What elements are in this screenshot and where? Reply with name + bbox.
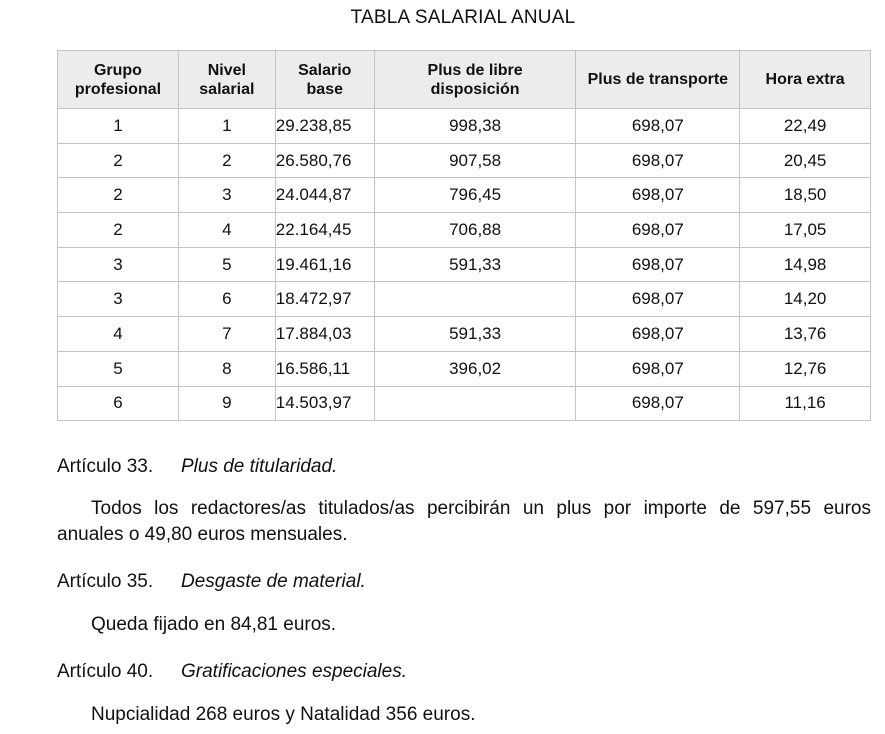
salario-base-cell: 26.580,76 (275, 143, 374, 178)
grupo-profesional-cell: 2 (58, 178, 179, 213)
hora-extra-cell: 14,20 (740, 282, 871, 317)
article-40-text: Nupcialidad 268 euros y Natalidad 356 euros. (91, 704, 476, 725)
header-nivel-salarial: Nivel salarial (178, 51, 275, 109)
paragraph-line: Todos los redactores/as titulados/as percibirán un plus por importe de 597,55 euros (91, 498, 871, 519)
grupo-profesional-cell: 3 (58, 247, 179, 282)
table-row (58, 213, 871, 248)
nivel-salarial-cell: 7 (178, 317, 275, 352)
plus-transporte-cell: 698,07 (576, 317, 740, 352)
grupo-profesional-cell: 2 (58, 213, 179, 248)
article-number: Artículo 35. (57, 571, 154, 592)
hora-extra-cell: 18,50 (740, 178, 871, 213)
nivel-salarial-cell: 8 (178, 351, 275, 386)
table-row (58, 247, 871, 282)
plus-transporte-cell: 698,07 (576, 351, 740, 386)
article-number: Artículo 40. (57, 661, 154, 682)
plus-libre-disposicion-cell (374, 282, 576, 317)
table-row (58, 351, 871, 386)
grupo-profesional-cell: 5 (58, 351, 179, 386)
article-number: Artículo 33. (57, 456, 154, 477)
nivel-salarial-cell: 9 (178, 386, 275, 421)
table-row (58, 317, 871, 352)
header-plus-transporte: Plus de transporte (576, 51, 740, 109)
header-grupo-profesional: Grupo profesional (58, 51, 179, 109)
article-title: Gratificaciones especiales. (181, 661, 407, 682)
header-hora-extra: Hora extra (740, 51, 871, 109)
grupo-profesional-cell: 2 (58, 143, 179, 178)
table-row (58, 178, 871, 213)
table-row (58, 143, 871, 178)
nivel-salarial-cell: 3 (178, 178, 275, 213)
hora-extra-cell: 12,76 (740, 351, 871, 386)
grupo-profesional-cell: 4 (58, 317, 179, 352)
plus-libre-disposicion-cell: 907,58 (374, 143, 576, 178)
table-header-row (58, 51, 871, 109)
article-33-text (57, 496, 871, 548)
salary-table (57, 50, 871, 421)
header-plus-libre-disposicion: Plus de libre disposición (374, 51, 576, 109)
grupo-profesional-cell: 3 (58, 282, 179, 317)
nivel-salarial-cell: 1 (178, 109, 275, 144)
nivel-salarial-cell: 6 (178, 282, 275, 317)
plus-libre-disposicion-cell: 591,33 (374, 317, 576, 352)
plus-libre-disposicion-cell: 396,02 (374, 351, 576, 386)
salario-base-cell: 19.461,16 (275, 247, 374, 282)
plus-libre-disposicion-cell: 706,88 (374, 213, 576, 248)
plus-transporte-cell: 698,07 (576, 109, 740, 144)
table-row (58, 109, 871, 144)
plus-transporte-cell: 698,07 (576, 247, 740, 282)
hora-extra-cell: 22,49 (740, 109, 871, 144)
article-35-heading (57, 571, 366, 593)
nivel-salarial-cell: 4 (178, 213, 275, 248)
grupo-profesional-cell: 1 (58, 109, 179, 144)
salario-base-cell: 16.586,11 (275, 351, 374, 386)
salario-base-cell: 14.503,97 (275, 386, 374, 421)
table-row (58, 282, 871, 317)
plus-libre-disposicion-cell: 796,45 (374, 178, 576, 213)
article-title: Plus de titularidad. (181, 456, 338, 477)
plus-transporte-cell: 698,07 (576, 282, 740, 317)
article-title: Desgaste de material. (181, 571, 366, 592)
plus-transporte-cell: 698,07 (576, 213, 740, 248)
salario-base-cell: 29.238,85 (275, 109, 374, 144)
header-salario-base: Salario base (275, 51, 374, 109)
hora-extra-cell: 11,16 (740, 386, 871, 421)
plus-transporte-cell: 698,07 (576, 143, 740, 178)
hora-extra-cell: 14,98 (740, 247, 871, 282)
paragraph-line: anuales o 49,80 euros mensuales. (57, 524, 348, 545)
nivel-salarial-cell: 5 (178, 247, 275, 282)
hora-extra-cell: 17,05 (740, 213, 871, 248)
salario-base-cell: 17.884,03 (275, 317, 374, 352)
plus-libre-disposicion-cell: 998,38 (374, 109, 576, 144)
article-35-text: Queda fijado en 84,81 euros. (91, 614, 337, 635)
hora-extra-cell: 13,76 (740, 317, 871, 352)
article-40-heading (57, 661, 407, 683)
table-title: TABLA SALARIAL ANUAL (350, 7, 576, 28)
nivel-salarial-cell: 2 (178, 143, 275, 178)
plus-transporte-cell: 698,07 (576, 386, 740, 421)
plus-transporte-cell: 698,07 (576, 178, 740, 213)
hora-extra-cell: 20,45 (740, 143, 871, 178)
table-row (58, 386, 871, 421)
article-33-heading (57, 456, 337, 478)
salario-base-cell: 22.164,45 (275, 213, 374, 248)
salario-base-cell: 18.472,97 (275, 282, 374, 317)
plus-libre-disposicion-cell (374, 386, 576, 421)
grupo-profesional-cell: 6 (58, 386, 179, 421)
plus-libre-disposicion-cell: 591,33 (374, 247, 576, 282)
salario-base-cell: 24.044,87 (275, 178, 374, 213)
